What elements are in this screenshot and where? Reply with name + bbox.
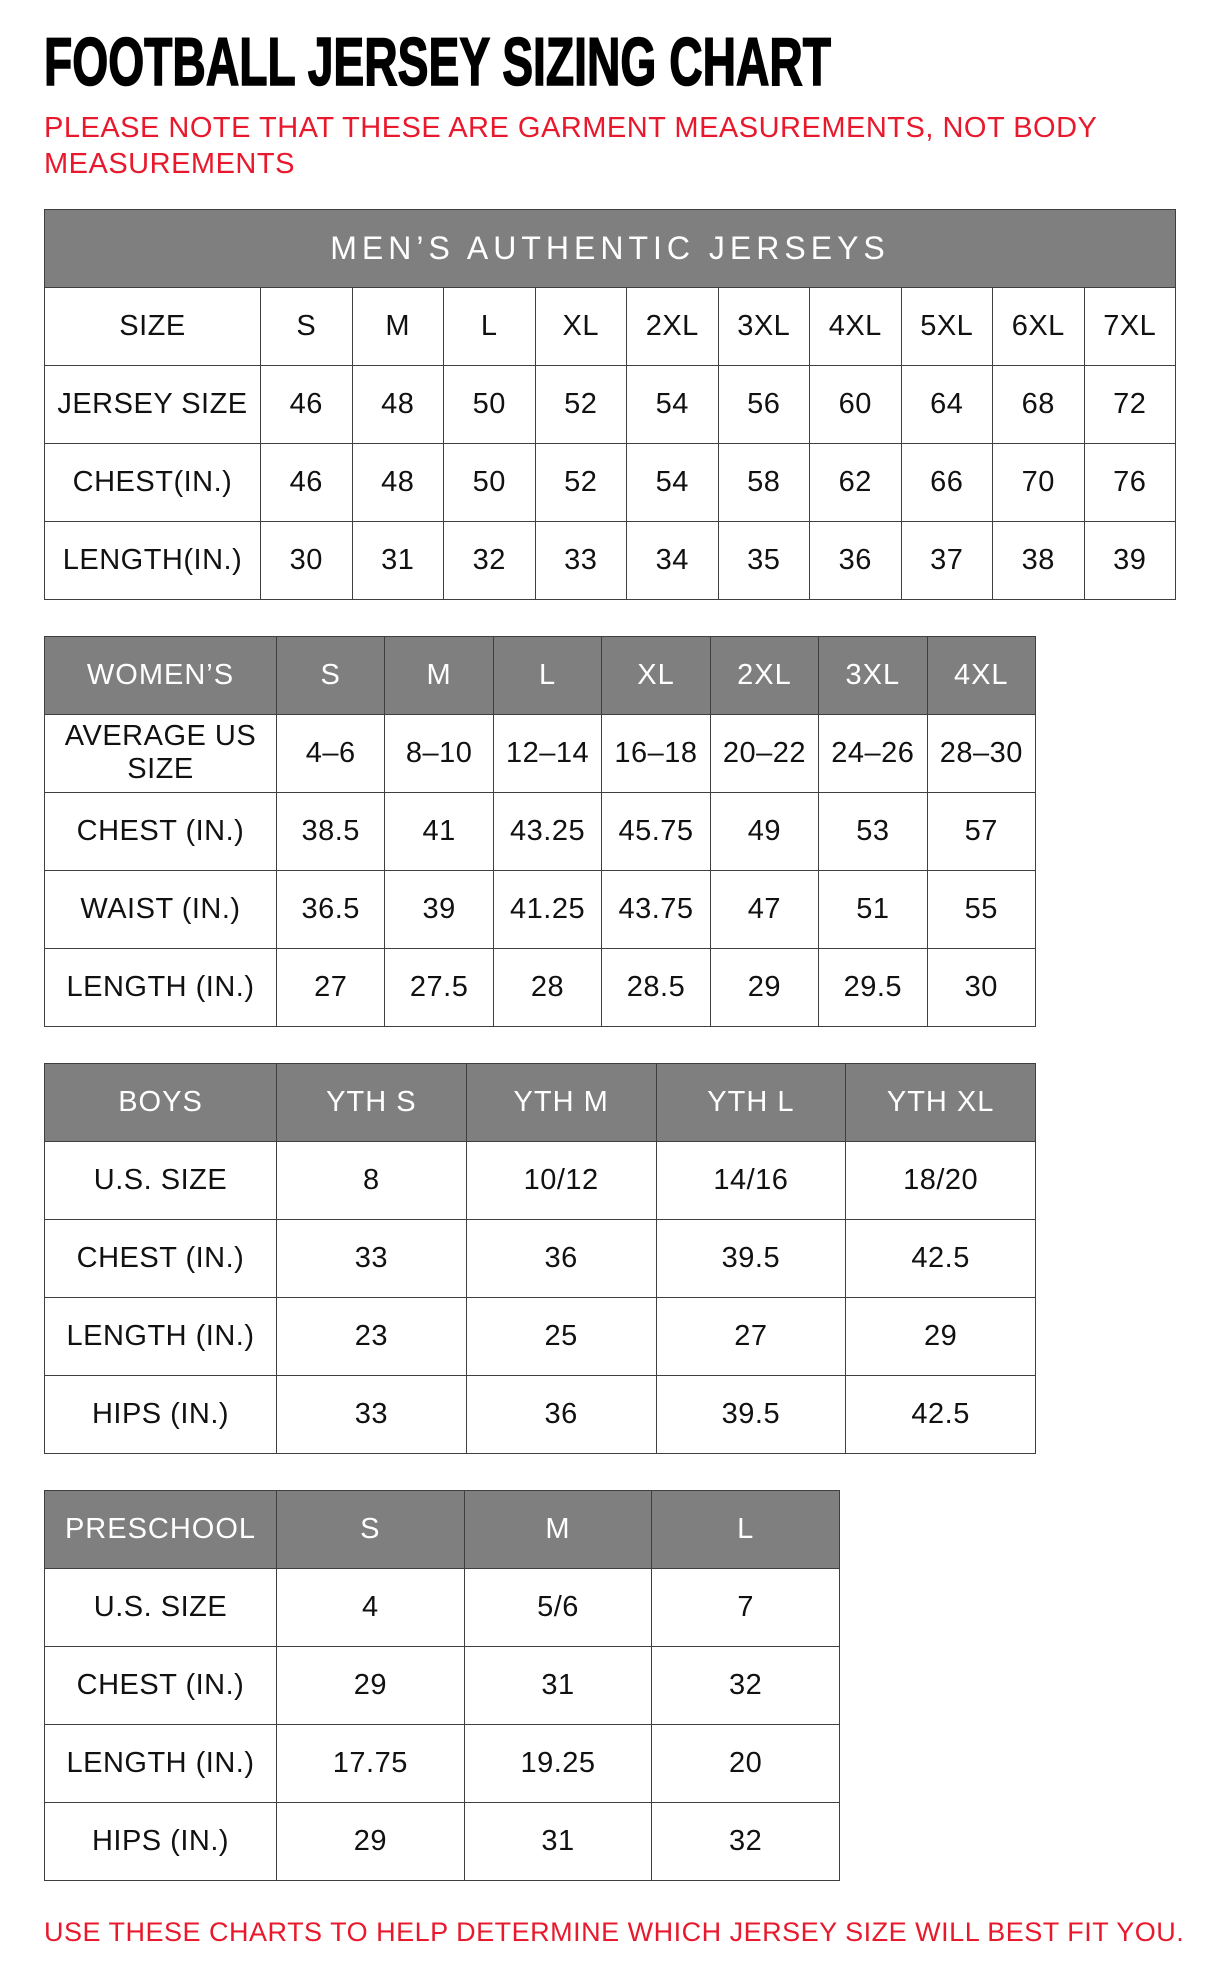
value-cell: 54 bbox=[627, 365, 719, 443]
preschool-row-u-s-size bbox=[45, 1568, 840, 1646]
boys-size-header-yth-l: YTH L bbox=[656, 1063, 846, 1141]
row-label: U.S. SIZE bbox=[45, 1141, 277, 1219]
value-cell: 7XL bbox=[1084, 287, 1176, 365]
value-cell: 36 bbox=[466, 1375, 656, 1453]
value-cell: 62 bbox=[810, 443, 902, 521]
value-cell: 29 bbox=[277, 1802, 465, 1880]
value-cell: 53 bbox=[819, 792, 927, 870]
row-label: LENGTH (IN.) bbox=[45, 948, 277, 1026]
value-cell: 50 bbox=[444, 443, 536, 521]
boys-size-header-yth-m: YTH M bbox=[466, 1063, 656, 1141]
value-cell: 39.5 bbox=[656, 1375, 846, 1453]
womens-row-length-in bbox=[45, 948, 1036, 1026]
mens-authentic-jerseys-table bbox=[44, 209, 1176, 600]
value-cell: XL bbox=[535, 287, 627, 365]
value-cell: 49 bbox=[710, 792, 818, 870]
value-cell: 17.75 bbox=[277, 1724, 465, 1802]
value-cell: 31 bbox=[352, 521, 444, 599]
value-cell: 32 bbox=[652, 1802, 840, 1880]
womens-size-header-m: M bbox=[385, 636, 493, 714]
value-cell: S bbox=[261, 287, 353, 365]
value-cell: 6XL bbox=[993, 287, 1085, 365]
value-cell: 28 bbox=[493, 948, 601, 1026]
row-label: WAIST (IN.) bbox=[45, 870, 277, 948]
value-cell: 20–22 bbox=[710, 714, 818, 792]
value-cell: 36 bbox=[466, 1219, 656, 1297]
value-cell: 45.75 bbox=[602, 792, 710, 870]
value-cell: 33 bbox=[535, 521, 627, 599]
preschool-row-hips-in bbox=[45, 1802, 840, 1880]
value-cell: 42.5 bbox=[846, 1375, 1036, 1453]
preschool-size-header-m: M bbox=[464, 1490, 652, 1568]
value-cell: 48 bbox=[352, 365, 444, 443]
value-cell: 51 bbox=[819, 870, 927, 948]
value-cell: 30 bbox=[261, 521, 353, 599]
value-cell: 43.25 bbox=[493, 792, 601, 870]
value-cell: 5/6 bbox=[464, 1568, 652, 1646]
value-cell: 58 bbox=[718, 443, 810, 521]
value-cell: 8 bbox=[277, 1141, 467, 1219]
value-cell: 64 bbox=[901, 365, 993, 443]
boys-row-hips-in bbox=[45, 1375, 1036, 1453]
value-cell: 60 bbox=[810, 365, 902, 443]
value-cell: 27.5 bbox=[385, 948, 493, 1026]
row-label: LENGTH (IN.) bbox=[45, 1297, 277, 1375]
row-label: SIZE bbox=[45, 287, 261, 365]
note-line-1: PLEASE NOTE THAT THESE ARE GARMENT MEASUREMENTS, NOT BODY bbox=[44, 112, 1098, 144]
value-cell: 57 bbox=[927, 792, 1035, 870]
value-cell: 28.5 bbox=[602, 948, 710, 1026]
value-cell: 4–6 bbox=[277, 714, 385, 792]
footer-note: USE THESE CHARTS TO HELP DETERMINE WHICH JERSEY SIZE WILL BEST FIT YOU. bbox=[44, 1916, 1185, 1947]
value-cell: 33 bbox=[277, 1219, 467, 1297]
row-label: CHEST (IN.) bbox=[45, 1646, 277, 1724]
mens-title-row bbox=[45, 209, 1176, 287]
value-cell: 36.5 bbox=[277, 870, 385, 948]
value-cell: 18/20 bbox=[846, 1141, 1036, 1219]
value-cell: 20 bbox=[652, 1724, 840, 1802]
value-cell: 46 bbox=[261, 443, 353, 521]
womens-row-waist-in bbox=[45, 870, 1036, 948]
preschool-sizing-table bbox=[44, 1490, 840, 1881]
value-cell: 72 bbox=[1084, 365, 1176, 443]
note-line-2: MEASUREMENTS bbox=[44, 148, 295, 181]
preschool-header-row bbox=[45, 1490, 840, 1568]
womens-size-header-4xl: 4XL bbox=[927, 636, 1035, 714]
value-cell: 31 bbox=[464, 1802, 652, 1880]
value-cell: 54 bbox=[627, 443, 719, 521]
womens-size-header-3xl: 3XL bbox=[819, 636, 927, 714]
boys-row-u-s-size bbox=[45, 1141, 1036, 1219]
value-cell: 37 bbox=[901, 521, 993, 599]
value-cell: 52 bbox=[535, 365, 627, 443]
value-cell: 29 bbox=[846, 1297, 1036, 1375]
value-cell: 7 bbox=[652, 1568, 840, 1646]
mens-row-size bbox=[45, 287, 1176, 365]
row-label: AVERAGE US SIZE bbox=[45, 714, 277, 792]
value-cell: 35 bbox=[718, 521, 810, 599]
mens-row-length-in bbox=[45, 521, 1176, 599]
womens-header-label: WOMEN’S bbox=[45, 636, 277, 714]
value-cell: 39.5 bbox=[656, 1219, 846, 1297]
value-cell: 68 bbox=[993, 365, 1085, 443]
boys-row-chest-in bbox=[45, 1219, 1036, 1297]
row-label: CHEST(IN.) bbox=[45, 443, 261, 521]
value-cell: 25 bbox=[466, 1297, 656, 1375]
row-label: CHEST (IN.) bbox=[45, 792, 277, 870]
womens-row-chest-in bbox=[45, 792, 1036, 870]
value-cell: 29.5 bbox=[819, 948, 927, 1026]
womens-size-header-2xl: 2XL bbox=[710, 636, 818, 714]
womens-size-header-xl: XL bbox=[602, 636, 710, 714]
value-cell: 66 bbox=[901, 443, 993, 521]
value-cell: 46 bbox=[261, 365, 353, 443]
row-label: HIPS (IN.) bbox=[45, 1375, 277, 1453]
value-cell: M bbox=[352, 287, 444, 365]
value-cell: 39 bbox=[1084, 521, 1176, 599]
preschool-row-chest-in bbox=[45, 1646, 840, 1724]
row-label: CHEST (IN.) bbox=[45, 1219, 277, 1297]
value-cell: 8–10 bbox=[385, 714, 493, 792]
value-cell: 29 bbox=[277, 1646, 465, 1724]
value-cell: 52 bbox=[535, 443, 627, 521]
page-title: FOOTBALL JERSEY SIZING CHART bbox=[44, 24, 832, 100]
mens-table-title: MEN’S AUTHENTIC JERSEYS bbox=[45, 209, 1176, 287]
mens-row-jersey-size bbox=[45, 365, 1176, 443]
womens-row-average-us-size bbox=[45, 714, 1036, 792]
row-label: JERSEY SIZE bbox=[45, 365, 261, 443]
womens-size-header-s: S bbox=[277, 636, 385, 714]
boys-sizing-table bbox=[44, 1063, 1036, 1454]
mens-row-chest-in bbox=[45, 443, 1176, 521]
womens-size-header-l: L bbox=[493, 636, 601, 714]
value-cell: 43.75 bbox=[602, 870, 710, 948]
row-label: LENGTH(IN.) bbox=[45, 521, 261, 599]
value-cell: 41.25 bbox=[493, 870, 601, 948]
value-cell: 5XL bbox=[901, 287, 993, 365]
boys-size-header-yth-xl: YTH XL bbox=[846, 1063, 1036, 1141]
boys-header-label: BOYS bbox=[45, 1063, 277, 1141]
value-cell: 24–26 bbox=[819, 714, 927, 792]
value-cell: 34 bbox=[627, 521, 719, 599]
value-cell: 47 bbox=[710, 870, 818, 948]
value-cell: 4 bbox=[277, 1568, 465, 1646]
value-cell: 38.5 bbox=[277, 792, 385, 870]
value-cell: 50 bbox=[444, 365, 536, 443]
value-cell: 27 bbox=[656, 1297, 846, 1375]
boys-row-length-in bbox=[45, 1297, 1036, 1375]
garment-measurements-note bbox=[44, 110, 1176, 183]
value-cell: 32 bbox=[444, 521, 536, 599]
value-cell: 36 bbox=[810, 521, 902, 599]
value-cell: 12–14 bbox=[493, 714, 601, 792]
value-cell: 30 bbox=[927, 948, 1035, 1026]
value-cell: 42.5 bbox=[846, 1219, 1036, 1297]
value-cell: 38 bbox=[993, 521, 1085, 599]
value-cell: 23 bbox=[277, 1297, 467, 1375]
value-cell: 4XL bbox=[810, 287, 902, 365]
preschool-row-length-in bbox=[45, 1724, 840, 1802]
value-cell: 27 bbox=[277, 948, 385, 1026]
value-cell: 2XL bbox=[627, 287, 719, 365]
womens-sizing-table bbox=[44, 636, 1036, 1027]
row-label: U.S. SIZE bbox=[45, 1568, 277, 1646]
value-cell: 56 bbox=[718, 365, 810, 443]
boys-size-header-yth-s: YTH S bbox=[277, 1063, 467, 1141]
value-cell: L bbox=[444, 287, 536, 365]
boys-header-row bbox=[45, 1063, 1036, 1141]
preschool-size-header-l: L bbox=[652, 1490, 840, 1568]
value-cell: 10/12 bbox=[466, 1141, 656, 1219]
row-label: HIPS (IN.) bbox=[45, 1802, 277, 1880]
value-cell: 32 bbox=[652, 1646, 840, 1724]
row-label: LENGTH (IN.) bbox=[45, 1724, 277, 1802]
value-cell: 48 bbox=[352, 443, 444, 521]
value-cell: 29 bbox=[710, 948, 818, 1026]
value-cell: 55 bbox=[927, 870, 1035, 948]
value-cell: 28–30 bbox=[927, 714, 1035, 792]
value-cell: 70 bbox=[993, 443, 1085, 521]
value-cell: 41 bbox=[385, 792, 493, 870]
value-cell: 14/16 bbox=[656, 1141, 846, 1219]
value-cell: 76 bbox=[1084, 443, 1176, 521]
value-cell: 19.25 bbox=[464, 1724, 652, 1802]
womens-header-row bbox=[45, 636, 1036, 714]
preschool-header-label: PRESCHOOL bbox=[45, 1490, 277, 1568]
value-cell: 16–18 bbox=[602, 714, 710, 792]
value-cell: 33 bbox=[277, 1375, 467, 1453]
value-cell: 3XL bbox=[718, 287, 810, 365]
value-cell: 31 bbox=[464, 1646, 652, 1724]
value-cell: 39 bbox=[385, 870, 493, 948]
preschool-size-header-s: S bbox=[277, 1490, 465, 1568]
